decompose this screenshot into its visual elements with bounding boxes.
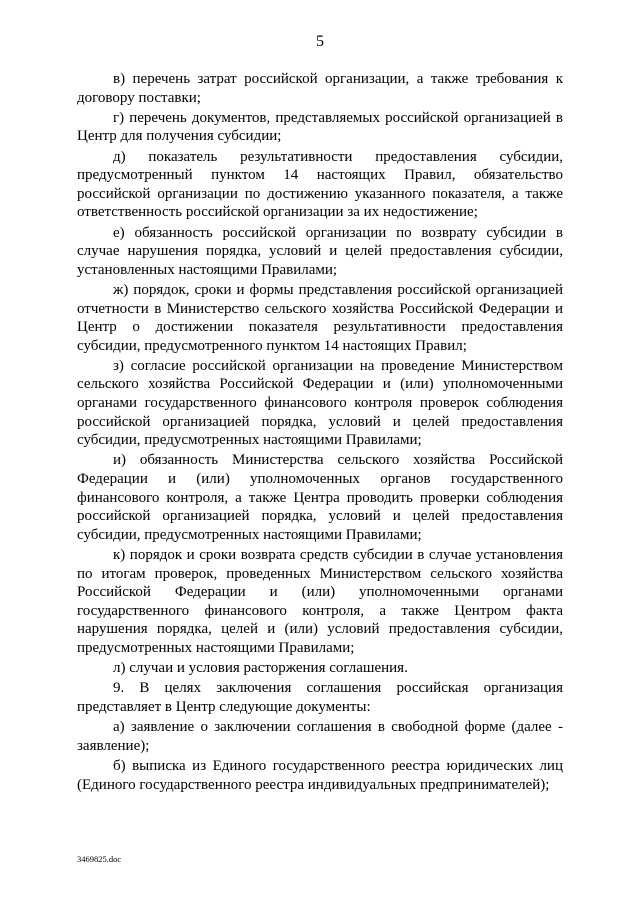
document-body — [77, 70, 563, 796]
paragraph-g: г) перечень документов, представляемых российской организацией в Центр для получения субсидии; — [77, 109, 563, 145]
paragraph-z: з) согласие российской организации на проведение Министерством сельского хозяйства Российской Федерации и (или) уполномоченными органами государственного финансового контроля проверок соблюдения российской организацией порядка, условий и целей предоставления субсидии, предусмотренных настоящими Правилами; — [77, 357, 563, 449]
footer-filename: 3469825.doc — [77, 854, 122, 864]
paragraph-v: в) перечень затрат российской организации, а также требования к договору поставки; — [77, 71, 563, 106]
paragraph-l: л) случаи и условия расторжения соглашения. — [113, 660, 408, 677]
paragraph-e: е) обязанность российской организации по возврату субсидии в случае нарушения порядка, условий и целей предоставления субсидии, установленных настоящими Правилами; — [77, 224, 563, 278]
page-number: 5 — [316, 33, 324, 50]
paragraph-k: к) порядок и сроки возврата средств субсидии в случае установления по итогам проверок, проведенных Министерством сельского хозяйства Российской Федерации и (или) уполномоченными органами государственного финансового контроля, а также Центром факта нарушения порядка, целей и (или) условий предоставления субсидии, предусмотренных настоящими Правилами; — [77, 547, 563, 656]
paragraph-b: б) выписка из Единого государственного реестра юридических лиц (Единого государственного реестра индивидуальных предпринимателей); — [77, 757, 563, 793]
paragraph-i: и) обязанность Министерства сельского хозяйства Российской Федерации и (или) уполномоченных органов государственного финансового контроля, а также Центра проводить проверки соблюдения российской организацией порядка, условий и целей предоставления субсидии, предусмотренных настоящими Правилами; — [77, 452, 563, 543]
paragraph-9: 9. В целях заключения соглашения российская организация представляет в Центр следующие документы: — [77, 680, 563, 715]
paragraph-a: а) заявление о заключении соглашения в свободной форме (далее - заявление); — [77, 719, 563, 754]
paragraph-zh: ж) порядок, сроки и формы представления российской организацией отчетности в Министерство сельского хозяйства Российской Федерации и Центр о достижении показателя результативности предоставления субсидии, предусмотренного пунктом 14 настоящих Правил; — [77, 281, 563, 354]
paragraph-d: д) показатель результативности предоставления субсидии, предусмотренный пунктом 14 настоящих Правил, обязательство российской организации по достижению указанного показателя, а также ответственность российской организации за их недостижение; — [77, 148, 563, 221]
